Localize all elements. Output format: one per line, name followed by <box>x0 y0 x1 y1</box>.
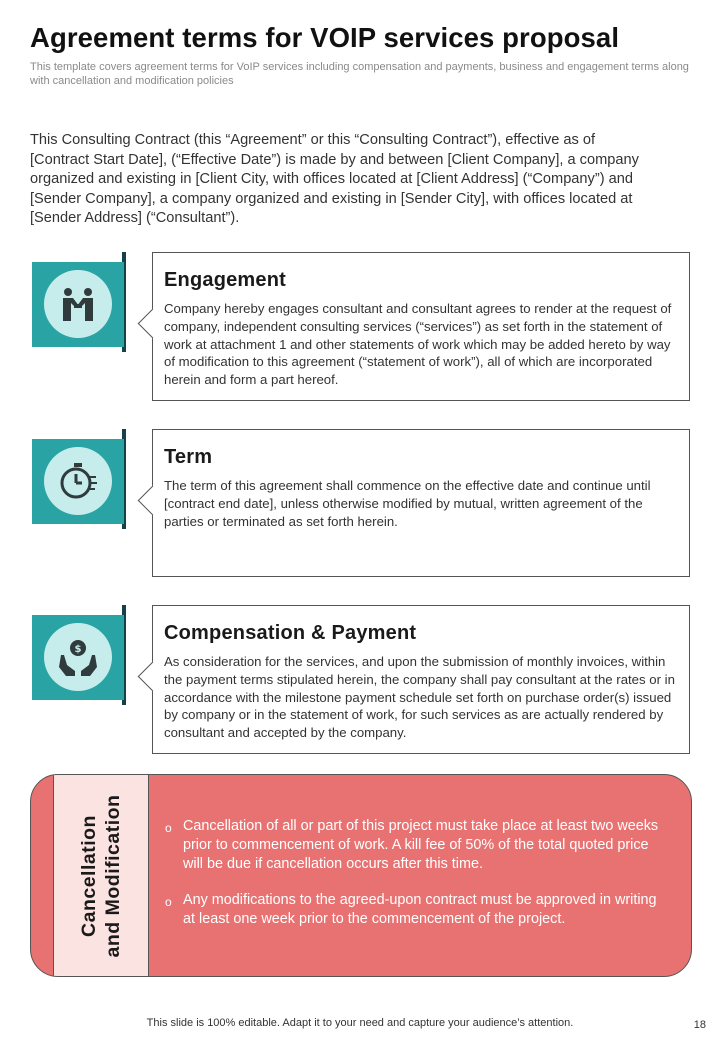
cancellation-label-column <box>53 774 149 977</box>
cancellation-panel <box>30 774 692 977</box>
svg-text:$: $ <box>74 644 82 655</box>
cancellation-label: Cancellation and Modification <box>78 794 124 957</box>
page-number: 18 <box>693 1019 706 1031</box>
bullet-icon: o <box>165 895 172 909</box>
list-item: o Any modifications to the agreed-upon contract must be approved in writing at least one week prior to the commencement of the project. <box>165 892 657 927</box>
money-hands-icon <box>44 623 112 691</box>
icon-panel <box>32 615 124 700</box>
footer-note: This slide is 100% editable. Adapt it to your need and capture your audience’s attention. <box>146 1017 574 1029</box>
stopwatch-icon <box>44 447 112 515</box>
section-body: As consideration for the services, and upon the submission of monthly invoices, within the payment terms stipulated herein, the company shall pay consultant at the rates or in accordance with the milestone payment schedule set forth on purchase order(s) issued by company or in the statement of work, for such services as are actually rendered by consultant and accepted by the company. <box>164 654 675 741</box>
list-item: o Cancellation of all or part of this project must take place at least two weeks prior to commencement of work. A kill fee of 50% of the total quoted price will be due if cancellation occurs after this time. <box>165 818 659 872</box>
icon-panel <box>32 262 124 347</box>
icon-panel <box>32 439 124 524</box>
page-subtitle: This template covers agreement terms for VoIP services including compensation and payments, business and engagement terms along with cancellation and modification policies <box>30 61 689 87</box>
section-body: The term of this agreement shall commence on the effective date and continue until [contract end date], unless otherwise modified by mutual, written agreement of the parties or terminated as set forth herein. <box>164 478 651 529</box>
intro-paragraph: This Consulting Contract (this “Agreement” or this “Consulting Contract”), effective as of [Contract Start Date], (“Effective Date”) is made by and between [Client Company], a company organized and existing in [Client City, with offices located at [Client Address] (“Company”) and [Sender Company], a company organized and existing in [Sender City], with offices located at [Sender Address] (“Consultant”). <box>30 132 639 226</box>
compensation-card <box>152 605 690 754</box>
bullet-icon: o <box>165 821 172 835</box>
section-body: Company hereby engages consultant and consultant agrees to render at the request of company, independent consulting services (“services”) as set forth in the statement of work at attachment 1 and other statements of work which may be added hereto by way of modification to this agreement (“statement of work”), all of which are incorporated herein and form a part hereof. <box>164 301 672 388</box>
engagement-card <box>152 252 690 401</box>
section-heading: Engagement <box>164 269 287 291</box>
section-heading: Compensation & Payment <box>164 622 417 644</box>
page-title: Agreement terms for VOIP services proposal <box>30 22 620 53</box>
term-card <box>152 429 690 577</box>
handshake-icon <box>44 270 112 338</box>
section-heading: Term <box>164 446 213 468</box>
cancellation-list <box>165 817 665 946</box>
